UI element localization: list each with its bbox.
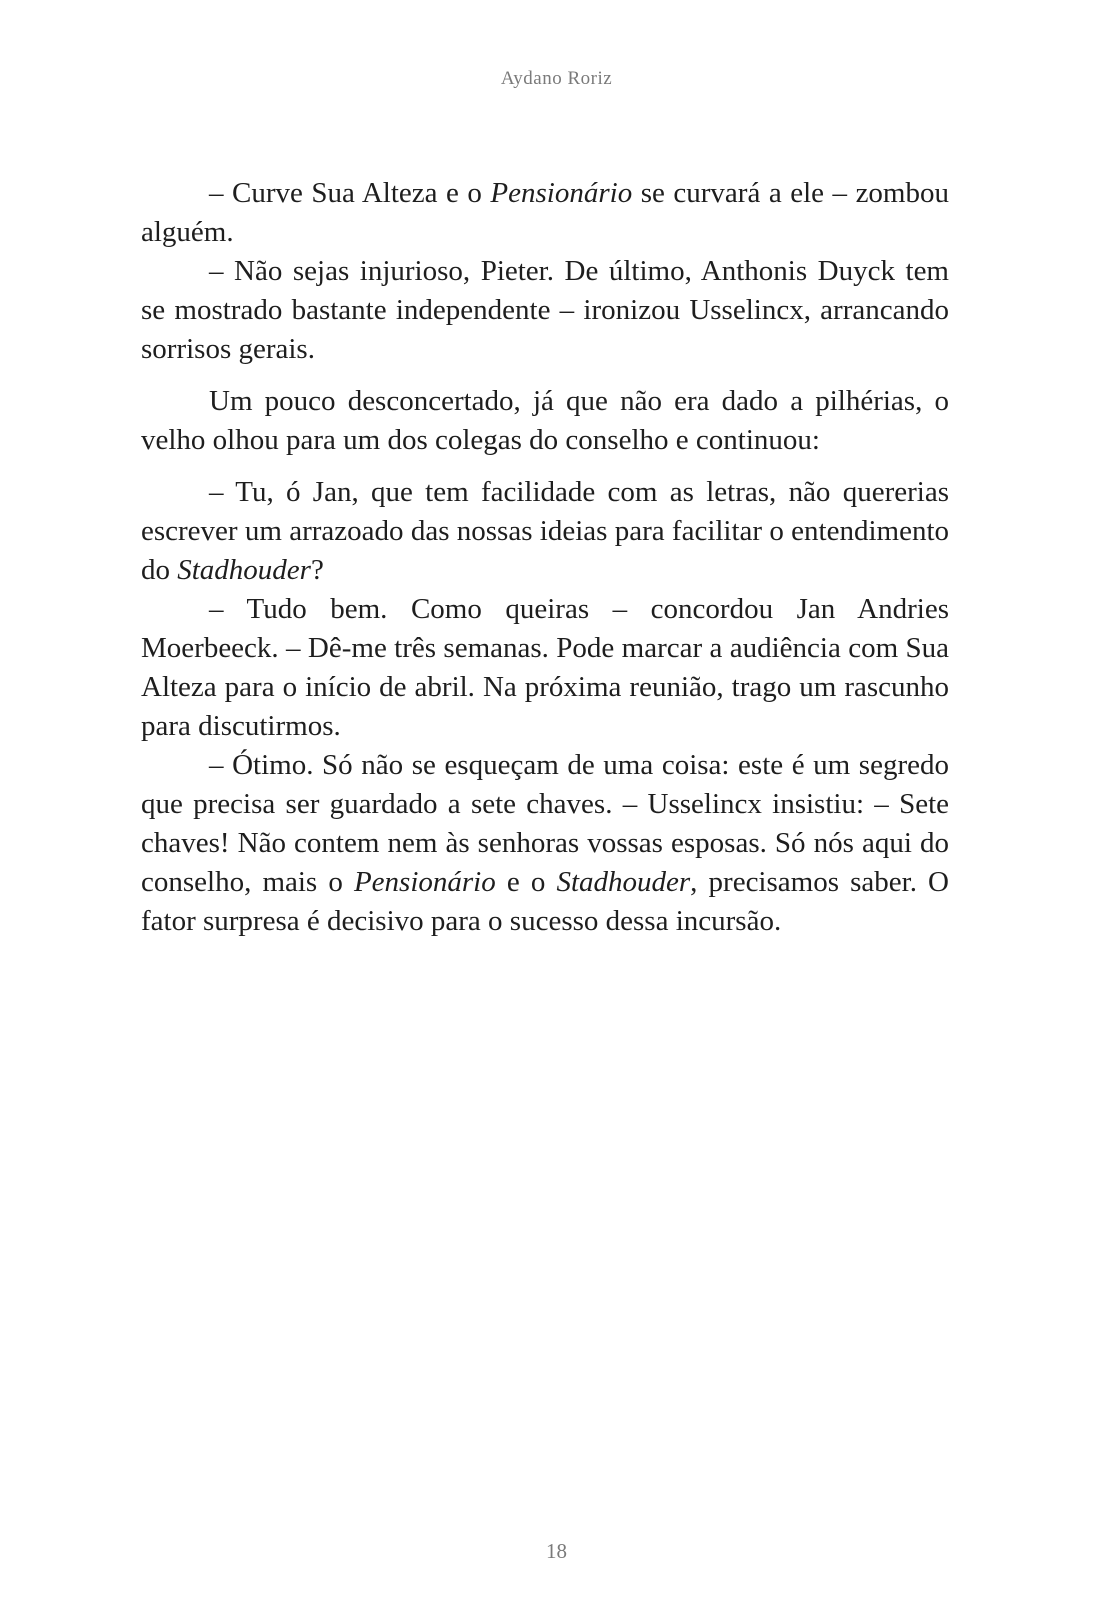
paragraph-4-text-a: – Tu, ó Jan, que tem facilidade com as letras, não quererias escrever um arrazoado das nossas ideias para facilitar o entendimento do xyxy=(141,476,949,586)
body-text xyxy=(141,174,949,941)
paragraph-1-italic: Pensionário xyxy=(490,177,633,209)
paragraph-6-italic-1: Pensionário xyxy=(353,866,496,898)
paragraph-1 xyxy=(141,174,949,252)
paragraph-4-text-c: ? xyxy=(310,554,324,586)
paragraph-6 xyxy=(141,746,949,941)
paragraph-2: – Não sejas injurioso, Pieter. De último, Anthonis Duyck tem se mostrado bastante independente – ironizou Usselincx, arrancando sorrisos gerais. xyxy=(141,255,949,365)
paragraph-6-text-c: e o xyxy=(495,866,557,898)
page-number: 18 xyxy=(546,1539,567,1563)
paragraph-4 xyxy=(141,473,949,590)
running-head-author: Aydano Roriz xyxy=(500,68,613,89)
paragraph-1-text-a: – Curve Sua Alteza e o xyxy=(209,177,491,209)
paragraph-6-italic-2: Stadhouder xyxy=(556,866,691,898)
paragraph-5: – Tudo bem. Como queiras – concordou Jan Andries Moerbeeck. – Dê-me três semanas. Pode marcar a audiência com Sua Alteza para o início de abril. Na próxima reunião, trago um rascunho para discutirmos. xyxy=(141,593,949,742)
paragraph-1-text-c: se curvará a ele – zombou alguém. xyxy=(141,177,949,248)
paragraph-3: Um pouco desconcertado, já que não era dado a pilhérias, o velho olhou para um dos colegas do conselho e continuou: xyxy=(141,385,949,456)
paragraph-6-text-e: , precisamos saber. O fator surpresa é decisivo para o sucesso dessa incursão. xyxy=(141,866,949,937)
paragraph-4-italic: Stadhouder xyxy=(177,554,311,586)
paragraph-6-text-a: – Ótimo. Só não se esqueçam de uma coisa: este é um segredo que precisa ser guardado a sete chaves. – Usselincx insistiu: – Sete chaves! Não contem nem às senhoras vossas esposas. Só nós aqui do conselho, mais o xyxy=(141,749,949,898)
